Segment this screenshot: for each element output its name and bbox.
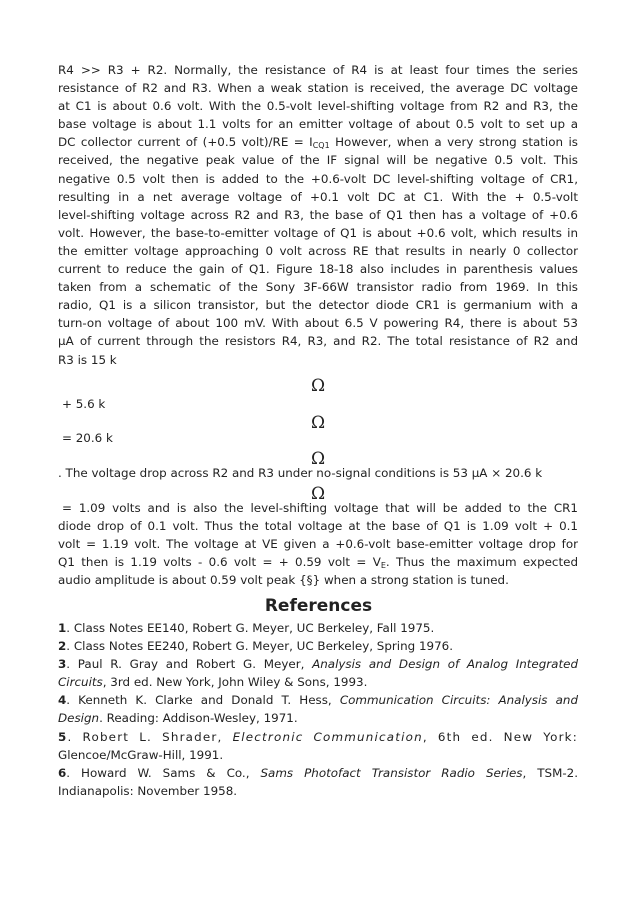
references-heading: References bbox=[264, 596, 373, 616]
reference-title: Sams Photofact Transistor Radio Series bbox=[260, 765, 523, 780]
text-line: current to reduce the gain of Q1. Figure 18-18 also includes in parenthesis values bbox=[58, 262, 578, 277]
reference-number: 3 bbox=[58, 657, 67, 672]
reference-text: . Paul R. Gray and Robert G. Meyer, bbox=[66, 657, 313, 672]
text-line: volt. However, the base-to-emitter voltage of Q1 is about +0.6 volt, which results in bbox=[58, 225, 578, 240]
text-line: base voltage is about 1.1 volts for an emitter voltage of about 0.5 volt to set up a bbox=[58, 117, 578, 132]
text-line: audio amplitude is about 0.59 volt peak {§} when a strong station is tuned. bbox=[58, 573, 509, 588]
reference-item bbox=[58, 764, 578, 782]
reference-title: Circuits bbox=[58, 675, 103, 690]
reference-title: Analysis and Design of Analog Integrated bbox=[312, 657, 578, 672]
reference-item-cont bbox=[58, 673, 578, 691]
text-fragment: + 5.6 k bbox=[62, 397, 106, 411]
reference-number: 4 bbox=[58, 693, 67, 708]
omega-symbol: Ω bbox=[310, 484, 326, 504]
text-line: diode drop of 0.1 volt. Thus the total voltage at the base of Q1 is 1.09 volt + 0.1 bbox=[58, 519, 578, 534]
reference-text: . Class Notes EE240, Robert G. Meyer, UC Berkeley, Spring 1976. bbox=[66, 639, 453, 654]
text-line bbox=[58, 553, 578, 571]
text-line: = 1.09 volts and is also the level-shifting voltage that will be added to the CR1 bbox=[62, 501, 578, 515]
text-line: at C1 is about 0.6 volt. With the 0.5-volt level-shifting voltage from R2 and R3, the bbox=[58, 99, 578, 114]
text: DC collector current of (+0.5 volt)/RE = I bbox=[58, 135, 313, 150]
omega-symbol: Ω bbox=[310, 449, 326, 469]
reference-item bbox=[58, 619, 578, 637]
reference-item bbox=[58, 655, 578, 673]
text-line: negative 0.5 volt then is added to the +0.6-volt DC level-shifting voltage of CR1, bbox=[58, 171, 578, 186]
text-line: radio, Q1 is a silicon transistor, but the detector diode CR1 is germanium with a bbox=[58, 298, 578, 313]
omega-symbol: Ω bbox=[310, 413, 326, 433]
reference-item bbox=[58, 728, 578, 746]
text-line: µA of current through the resistors R4, R3, and R2. The total resistance of R2 and bbox=[58, 334, 578, 349]
text-line: volt = 1.19 volt. The voltage at VE given a +0.6-volt base-emitter voltage drop for bbox=[58, 537, 578, 552]
reference-item-cont bbox=[58, 709, 578, 727]
reference-item bbox=[58, 691, 578, 709]
reference-title: Design bbox=[58, 711, 100, 726]
reference-text: . Robert L. Shrader, bbox=[67, 729, 233, 744]
text: . Thus the maximum expected bbox=[385, 555, 578, 570]
reference-number: 6 bbox=[58, 765, 67, 780]
reference-title: Electronic Communication bbox=[232, 729, 423, 744]
subscript: CQ1 bbox=[312, 141, 330, 151]
reference-text: . Howard W. Sams & Co., bbox=[66, 765, 261, 780]
reference-item-cont: Glencoe/McGraw-Hill, 1991. bbox=[58, 747, 224, 762]
reference-number: 2 bbox=[58, 639, 67, 654]
text-line: taken from a schematic of the Sony 3F-66W transistor radio from 1969. In this bbox=[58, 280, 578, 295]
text-line: resulting in a net average voltage of +0.1 volt DC at C1. With the + 0.5-volt bbox=[58, 189, 578, 204]
reference-text: , 6th ed. New York: bbox=[422, 729, 578, 744]
text: Q1 then is 1.19 volts - 0.6 volt = + 0.59 volt = V bbox=[58, 555, 381, 570]
text-fragment: = 20.6 k bbox=[62, 431, 113, 445]
reference-item bbox=[58, 637, 578, 655]
body-paragraph-continued bbox=[58, 499, 578, 589]
reference-text: . Kenneth K. Clarke and Donald T. Hess, bbox=[66, 693, 340, 708]
text-line bbox=[58, 133, 578, 151]
text-line: turn-on voltage of about 100 mV. With about 6.5 V powering R4, there is about 53 bbox=[58, 316, 578, 331]
reference-title: Communication Circuits: Analysis and bbox=[339, 693, 578, 708]
omega-symbol: Ω bbox=[310, 376, 326, 396]
reference-text: , 3rd ed. New York, John Wiley & Sons, 1993. bbox=[102, 675, 368, 690]
reference-text: . Class Notes EE140, Robert G. Meyer, UC Berkeley, Fall 1975. bbox=[66, 621, 435, 635]
reference-text: , TSM-2. bbox=[522, 765, 578, 780]
references-list bbox=[58, 619, 578, 800]
text: However, when a very strong station is bbox=[329, 135, 578, 150]
text-line: the emitter voltage approaching 0 volt across RE that results in nearly 0 collector bbox=[58, 243, 578, 258]
text-fragment: . The voltage drop across R2 and R3 under no-signal conditions is 53 µA × 20.6 k bbox=[58, 466, 543, 480]
subscript: E bbox=[380, 561, 386, 571]
reference-text: . Reading: Addison-Wesley, 1971. bbox=[99, 711, 298, 726]
body-paragraph bbox=[58, 61, 578, 369]
reference-number: 5 bbox=[58, 729, 68, 744]
text-line: R3 is 15 k bbox=[58, 352, 117, 367]
text-line: R4 >> R3 + R2. Normally, the resistance of R4 is at least four times the series bbox=[58, 63, 578, 77]
text-line: level-shifting voltage across R2 and R3, the base of Q1 then has a voltage of +0.6 bbox=[58, 207, 578, 222]
reference-item-cont: Indianapolis: November 1958. bbox=[58, 783, 238, 798]
reference-number: 1 bbox=[58, 621, 67, 635]
text-line: resistance of R2 and R3. When a weak station is received, the average DC voltage bbox=[58, 81, 578, 96]
text-line: received, the negative peak value of the IF signal will be negative 0.5 volt. This bbox=[58, 153, 578, 168]
